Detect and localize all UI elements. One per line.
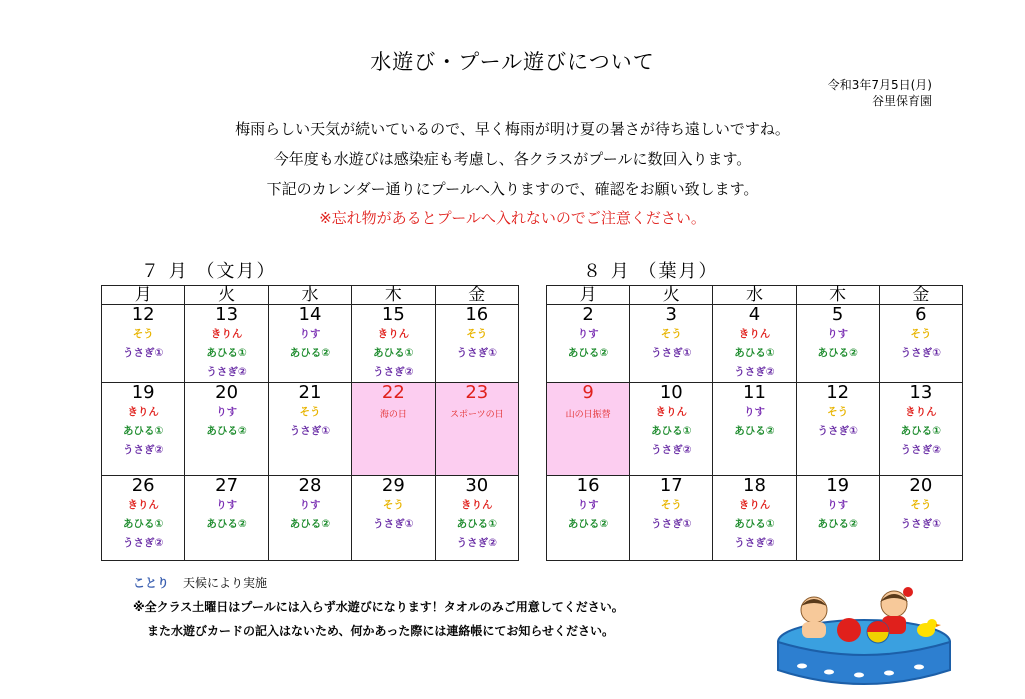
class-label: あひる① — [651, 425, 692, 437]
day-number: 17 — [659, 475, 683, 496]
july-title: ７ 月 （文月） — [141, 261, 277, 282]
calendar-day-cell — [352, 383, 435, 476]
class-label: あひる① — [373, 347, 414, 359]
class-label: きりん — [210, 328, 243, 340]
holiday-name: 海の日 — [379, 410, 407, 420]
class-label: そう — [382, 499, 404, 511]
calendar-day-cell — [185, 476, 268, 561]
calendar-day-cell — [352, 476, 435, 561]
class-label: きりん — [738, 328, 771, 340]
class-label: あひる② — [817, 518, 858, 530]
class-label: きりん — [377, 328, 410, 340]
day-number: 11 — [743, 382, 766, 403]
calendar-day-cell — [352, 305, 435, 383]
page-title: 水遊び・プール遊びについて — [370, 50, 655, 74]
calendar-day-cell — [268, 476, 351, 561]
intro-paragraph-1: 梅雨らしい天気が続いているので、早く梅雨が明け夏の暑さが待ち遠しいですね。 — [235, 120, 790, 138]
day-number: 5 — [831, 304, 844, 325]
weekday-header: 水 — [268, 286, 351, 305]
class-label: うさぎ② — [456, 537, 497, 549]
day-number: 27 — [215, 475, 239, 496]
class-label: うさぎ② — [206, 366, 247, 378]
class-label: うさぎ① — [817, 425, 858, 437]
kotori-note — [133, 574, 267, 591]
day-number: 10 — [659, 382, 683, 403]
class-label: そう — [466, 328, 488, 340]
calendar-day-cell — [435, 383, 518, 476]
calendar-day-cell — [435, 305, 518, 383]
class-label: あひる② — [289, 518, 331, 530]
class-label: うさぎ② — [734, 537, 775, 549]
weekday-header: 金 — [435, 286, 518, 305]
class-label: そう — [660, 328, 682, 340]
class-label: きりん — [127, 406, 159, 418]
class-label: あひる② — [206, 518, 247, 530]
holiday-name: 山の日振替 — [565, 410, 611, 420]
kids-in-pool-illustration — [774, 580, 954, 690]
day-number: 12 — [131, 304, 155, 325]
class-label: あひる① — [734, 347, 775, 359]
calendar-week-row — [547, 476, 963, 561]
class-label: りす — [577, 499, 599, 511]
class-label: りす — [216, 499, 238, 511]
calendar-day-cell — [268, 305, 351, 383]
calendar-week-row — [102, 383, 519, 476]
weekday-header: 月 — [102, 286, 185, 305]
kotori-text: 天候により実施 — [183, 576, 268, 590]
class-label: きりん — [905, 406, 937, 418]
class-label: うさぎ② — [373, 366, 414, 378]
weekday-header: 金 — [879, 286, 962, 305]
weekday-header: 火 — [185, 286, 268, 305]
day-number: 13 — [909, 382, 933, 403]
class-label: きりん — [127, 499, 159, 511]
calendar-day-cell — [435, 476, 518, 561]
calendar-day-cell — [630, 305, 713, 383]
day-number: 20 — [909, 475, 933, 496]
class-label: あひる① — [456, 518, 497, 530]
calendar-week-row — [547, 305, 963, 383]
calendar-day-cell — [102, 383, 185, 476]
weekday-header: 火 — [630, 286, 713, 305]
class-label: りす — [827, 328, 849, 340]
class-label: うさぎ① — [289, 425, 331, 437]
day-number: 15 — [381, 304, 405, 325]
class-label: りす — [216, 406, 238, 418]
day-number: 6 — [915, 304, 927, 325]
class-label: うさぎ② — [123, 537, 164, 549]
class-label: あひる① — [123, 425, 164, 437]
intro-paragraph-3: 下記のカレンダー通りにプールへ入りますので、確認をお願い致します。 — [266, 180, 759, 198]
class-label: きりん — [655, 406, 688, 418]
class-label: りす — [299, 499, 321, 511]
saturday-note: ※全クラス土曜日はプールには入らず水遊びになります！タオルのみご用意してください。 — [133, 600, 624, 614]
issue-date: 令和3年7月5日(月) — [827, 78, 932, 92]
class-label: そう — [910, 328, 932, 340]
day-number: 2 — [582, 304, 594, 325]
calendar-day-cell — [713, 383, 796, 476]
day-number: 20 — [215, 382, 239, 403]
class-label: あひる① — [734, 518, 775, 530]
class-label: あひる② — [289, 347, 331, 359]
day-number: 26 — [131, 475, 155, 496]
class-label: あひる② — [567, 518, 609, 530]
calendar-day-cell — [713, 476, 796, 561]
class-label: きりん — [738, 499, 771, 511]
class-label: そう — [132, 328, 154, 340]
class-label: そう — [299, 406, 321, 418]
class-label: あひる① — [206, 347, 247, 359]
calendar-day-cell — [185, 305, 268, 383]
holiday-name: スポーツの日 — [449, 410, 504, 420]
class-label: うさぎ② — [734, 366, 775, 378]
class-label: きりん — [461, 499, 493, 511]
class-label: あひる② — [567, 347, 609, 359]
day-number: 4 — [748, 304, 761, 325]
class-label: あひる② — [734, 425, 775, 437]
class-label: そう — [827, 406, 849, 418]
day-number: 16 — [576, 475, 600, 496]
class-label: うさぎ① — [373, 518, 414, 530]
day-number: 19 — [131, 382, 155, 403]
calendar-day-cell — [630, 383, 713, 476]
kotori-label: ことり — [133, 576, 170, 590]
calendar-day-cell — [796, 305, 879, 383]
calendar-day-cell — [102, 476, 185, 561]
day-number: 29 — [381, 475, 405, 496]
calendar-day-cell — [713, 305, 796, 383]
calendar-day-cell — [268, 383, 351, 476]
class-label: あひる② — [817, 347, 858, 359]
august-calendar — [546, 285, 963, 561]
weekday-header: 月 — [547, 286, 630, 305]
calendar-day-cell — [185, 383, 268, 476]
class-label: りす — [577, 328, 599, 340]
day-number: 23 — [465, 382, 489, 403]
calendar-day-cell — [879, 383, 962, 476]
day-number: 30 — [465, 475, 489, 496]
july-calendar — [101, 285, 519, 561]
calendar-day-cell — [796, 383, 879, 476]
class-label: うさぎ① — [900, 347, 942, 359]
intro-paragraph-2: 今年度も水遊びは感染症も考慮し、各クラスがプールに数回入ります。 — [273, 150, 752, 168]
calendar-day-cell — [547, 383, 630, 476]
weekday-header: 木 — [352, 286, 435, 305]
day-number: 16 — [465, 304, 489, 325]
weekday-header: 水 — [713, 286, 796, 305]
day-number: 12 — [826, 382, 850, 403]
class-label: あひる① — [123, 518, 164, 530]
august-title: ８ 月 （葉月） — [583, 261, 719, 282]
calendar-day-cell — [630, 476, 713, 561]
calendar-day-cell — [547, 305, 630, 383]
day-number: 18 — [743, 475, 766, 496]
class-label: あひる② — [206, 425, 247, 437]
issue-date-block — [828, 77, 932, 109]
warning-paragraph: ※忘れ物があるとプールへ入れないのでご注意ください。 — [319, 209, 706, 227]
calendar-day-cell — [879, 476, 962, 561]
day-number: 3 — [665, 304, 677, 325]
day-number: 13 — [215, 304, 239, 325]
day-number: 14 — [298, 304, 322, 325]
class-label: うさぎ① — [456, 347, 497, 359]
class-label: りす — [827, 499, 849, 511]
day-number: 9 — [582, 382, 594, 403]
day-number: 19 — [826, 475, 850, 496]
class-label: うさぎ② — [123, 444, 164, 456]
class-label: りす — [743, 406, 765, 418]
contact-note: また水遊びカードの記入はないため、何かあった際には連絡帳にてお知らせください。 — [147, 624, 615, 638]
day-number: 28 — [298, 475, 322, 496]
day-number: 21 — [298, 382, 322, 403]
calendar-day-cell — [796, 476, 879, 561]
organization-name: 谷里保育園 — [871, 94, 932, 108]
class-label: うさぎ① — [900, 518, 942, 530]
class-label: うさぎ② — [651, 444, 692, 456]
class-label: うさぎ① — [123, 347, 164, 359]
weekday-header: 木 — [796, 286, 879, 305]
day-number: 22 — [381, 382, 405, 403]
calendar-day-cell — [879, 305, 962, 383]
calendar-week-row — [102, 305, 519, 383]
calendar-day-cell — [102, 305, 185, 383]
calendar-week-row — [102, 476, 519, 561]
calendar-day-cell — [547, 476, 630, 561]
class-label: うさぎ① — [651, 347, 692, 359]
calendar-week-row — [547, 383, 963, 476]
class-label: うさぎ② — [900, 444, 942, 456]
class-label: りす — [299, 328, 321, 340]
class-label: そう — [910, 499, 932, 511]
class-label: そう — [660, 499, 682, 511]
class-label: うさぎ① — [651, 518, 692, 530]
class-label: あひる① — [900, 425, 942, 437]
